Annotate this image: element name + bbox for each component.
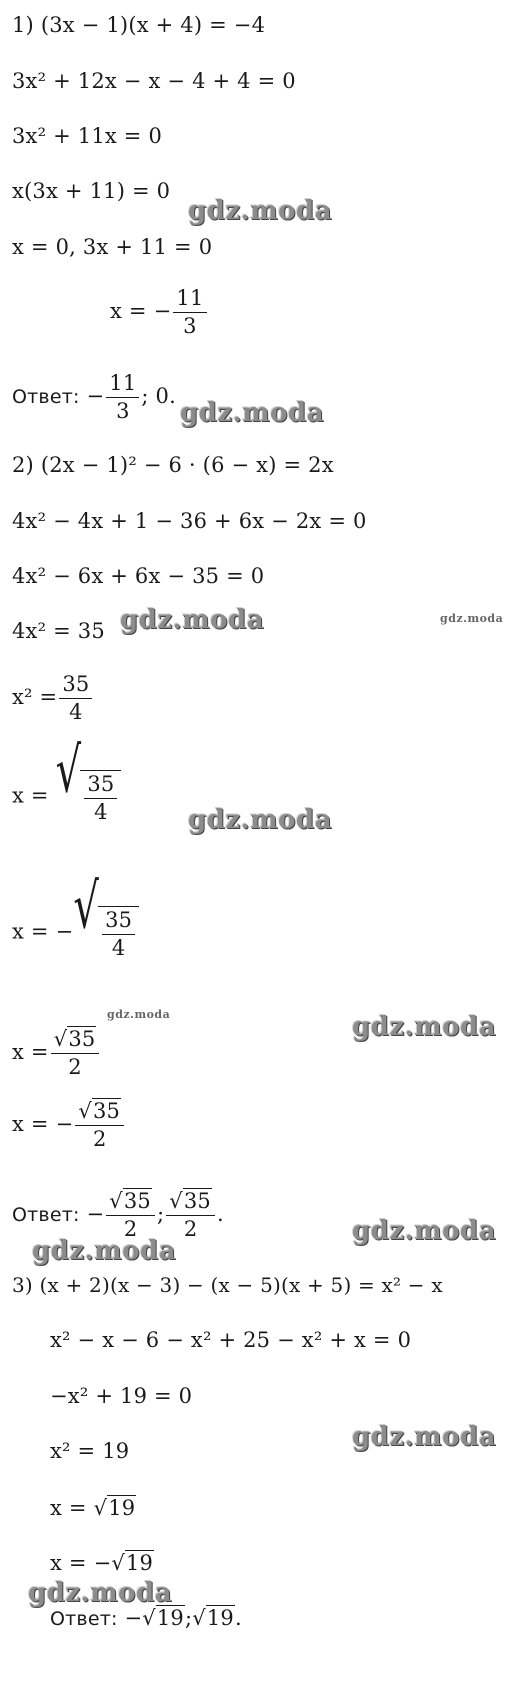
sqrt-icon: √	[169, 1189, 183, 1213]
p2-line-4: 4x² = 35	[12, 619, 105, 643]
answer-sign: −	[124, 1606, 143, 1630]
p3-line-6-lhs: x = −	[50, 1551, 112, 1575]
p1-line-6-fraction	[173, 287, 206, 338]
watermark: gdz.moda	[32, 1236, 177, 1266]
p3-line-6-sqrt: √19	[111, 1551, 154, 1575]
p1-line-6-lhs: x = −	[110, 299, 172, 324]
p2-answer	[12, 1190, 224, 1241]
watermark: gdz.moda	[180, 398, 325, 428]
answer-sqrt-2: √19	[192, 1606, 234, 1630]
p2-line-9-fraction	[75, 1100, 124, 1151]
answer-fraction-2	[166, 1190, 215, 1241]
p2-line-9-lhs: x = −	[12, 1112, 74, 1137]
p2-line-3: 4x² − 6x + 6x − 35 = 0	[12, 564, 265, 588]
p3-line-6	[50, 1550, 154, 1576]
fraction-denominator: 2	[123, 1217, 138, 1242]
watermark: gdz.moda	[352, 1012, 497, 1042]
watermark: gdz.moda	[188, 196, 333, 226]
fraction-numerator: 11	[173, 287, 206, 313]
sqrt-icon: √	[93, 1496, 108, 1520]
fraction-numerator: 35	[68, 1027, 96, 1051]
p2-line-8-fraction	[51, 1028, 100, 1079]
watermark: gdz.moda	[352, 1216, 497, 1246]
p2-line-7-sqrt	[73, 871, 139, 961]
sqrt-icon: √	[109, 1189, 123, 1213]
p2-line-7-lhs: x = −	[12, 919, 74, 944]
fraction-denominator: 2	[92, 1127, 107, 1152]
fraction-denominator: 2	[68, 1055, 82, 1080]
p3-line-5-lhs: x =	[50, 1496, 87, 1520]
sqrt-icon: √	[78, 1099, 92, 1123]
fraction-numerator: 35	[183, 1189, 211, 1213]
fraction-numerator: 35	[84, 773, 117, 799]
fraction-denominator: 4	[94, 800, 108, 825]
answer-label: Ответ:	[50, 1608, 118, 1630]
p3-line-3: −x² + 19 = 0	[50, 1384, 193, 1408]
answer-sign: −	[86, 1202, 105, 1227]
p2-line-6-fraction	[84, 773, 117, 824]
answer-label: Ответ:	[12, 1204, 80, 1227]
p2-line-8	[12, 1028, 101, 1079]
watermark: gdz.moda	[28, 1578, 173, 1608]
answer-end: .	[235, 1606, 242, 1630]
answer-separator: ;	[185, 1606, 193, 1630]
watermark: gdz.moda	[120, 605, 265, 635]
watermark-small: gdz.moda	[440, 612, 504, 625]
p2-line-2: 4x² − 4x + 1 − 36 + 6x − 2x = 0	[12, 509, 367, 533]
answer-label: Ответ:	[12, 386, 80, 409]
fraction-numerator: 35	[123, 1189, 151, 1213]
p1-line-1: 1) (3x − 1)(x + 4) = −4	[12, 13, 266, 37]
fraction-numerator: 35	[102, 909, 135, 935]
answer-fraction-1	[106, 1190, 155, 1241]
fraction-denominator: 3	[183, 314, 197, 339]
p2-line-8-lhs: x =	[12, 1040, 49, 1065]
sqrt-icon: √	[73, 871, 100, 943]
p2-line-6	[12, 735, 121, 825]
answer-end: .	[217, 1202, 224, 1227]
p3-line-4: x² = 19	[50, 1439, 130, 1463]
p3-answer	[50, 1605, 242, 1632]
fraction-numerator: 11	[106, 372, 139, 398]
p3-line-5-sqrt: √19	[93, 1496, 136, 1520]
answer-fraction	[106, 372, 139, 423]
p2-line-7-fraction	[102, 909, 135, 960]
p2-line-1: 2) (2x − 1)² − 6 · (6 − x) = 2x	[12, 453, 334, 477]
p1-line-2: 3x² + 12x − x − 4 + 4 = 0	[12, 69, 296, 93]
sqrt-icon: √	[142, 1606, 156, 1630]
sqrt-icon: √	[192, 1606, 206, 1630]
p2-line-5-fraction	[59, 673, 92, 724]
p2-line-6-sqrt	[55, 735, 122, 825]
p3-line-1: 3) (x + 2)(x − 3) − (x − 5)(x + 5) = x² − x	[12, 1273, 443, 1297]
watermark: gdz.moda	[352, 1422, 497, 1452]
fraction-denominator: 2	[183, 1217, 198, 1242]
p2-line-5	[12, 673, 94, 724]
p1-answer	[12, 372, 176, 423]
sqrt-icon: √	[55, 735, 82, 807]
p1-line-5: x = 0, 3x + 11 = 0	[12, 235, 213, 259]
p2-line-5-lhs: x² =	[12, 685, 58, 710]
p2-line-6-lhs: x =	[12, 783, 49, 808]
answer-sqrt-1: √19	[142, 1606, 184, 1630]
fraction-denominator: 4	[111, 936, 126, 961]
fraction-denominator: 3	[116, 399, 130, 424]
sqrt-icon: √	[111, 1551, 125, 1575]
p2-line-7	[12, 871, 139, 961]
watermark-small: gdz.moda	[107, 1008, 171, 1021]
sqrt-icon: √	[53, 1027, 68, 1051]
answer-separator: ;	[157, 1202, 165, 1227]
p3-line-5	[50, 1495, 136, 1521]
p3-line-2: x² − x − 6 − x² + 25 − x² + x = 0	[50, 1328, 412, 1352]
answer-sign: −	[86, 384, 105, 409]
p1-line-4: x(3x + 11) = 0	[12, 179, 171, 203]
fraction-numerator: 35	[92, 1099, 121, 1123]
p2-line-9	[12, 1100, 126, 1151]
watermark: gdz.moda	[188, 805, 333, 835]
fraction-numerator: 35	[59, 673, 92, 699]
p1-line-3: 3x² + 11x = 0	[12, 124, 163, 148]
fraction-denominator: 4	[69, 700, 83, 725]
answer-tail: ; 0.	[141, 384, 176, 409]
p1-line-6	[110, 287, 209, 338]
